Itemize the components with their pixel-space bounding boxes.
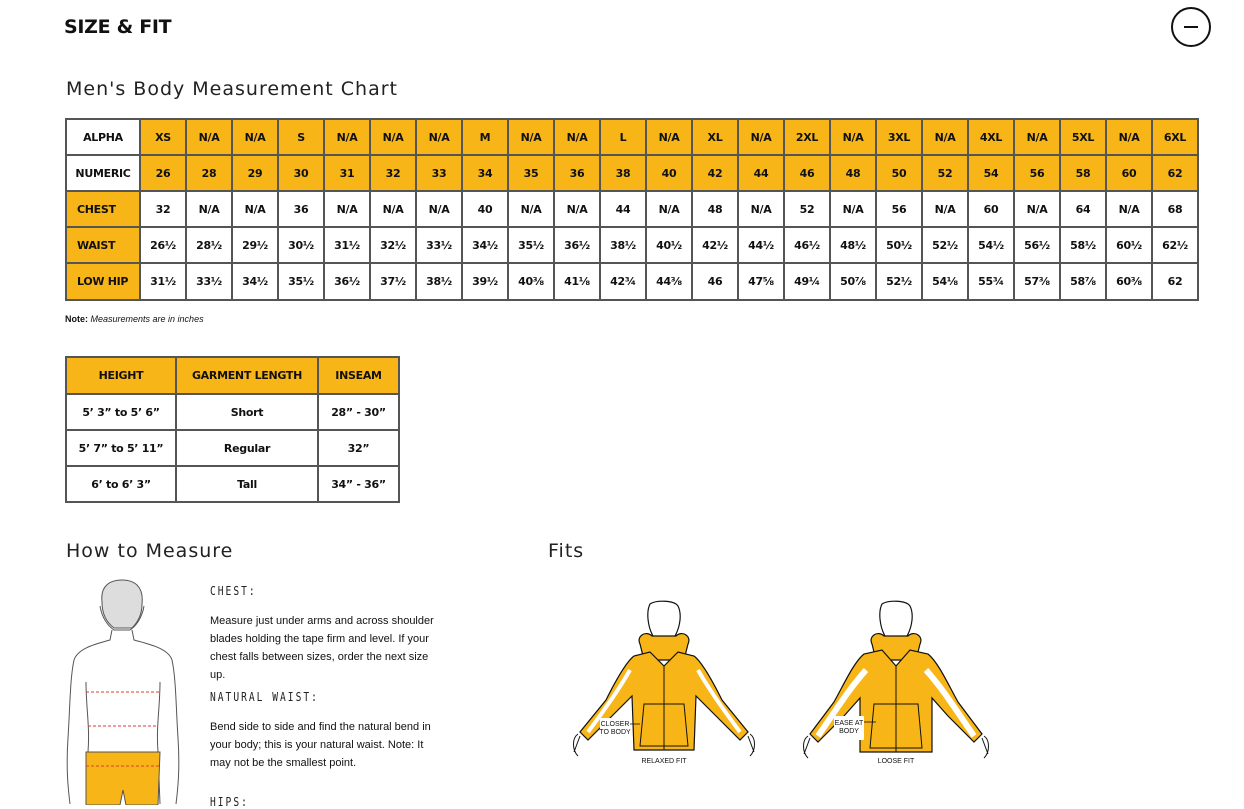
- table-cell: 68: [1152, 191, 1198, 227]
- table-cell: 42: [692, 155, 738, 191]
- table-cell: 46½: [784, 227, 830, 263]
- loose-annotation-line2: BODY: [839, 728, 859, 735]
- table-cell: 38: [600, 155, 646, 191]
- inseam-cell: 34” - 36”: [318, 466, 399, 502]
- table-cell: 60: [1106, 155, 1152, 191]
- height-cell: 5’ 7” to 5’ 11”: [66, 430, 176, 466]
- table-cell: N/A: [554, 191, 600, 227]
- row-label: CHEST: [66, 191, 140, 227]
- table-cell: 32: [140, 191, 186, 227]
- table-cell: 26½: [140, 227, 186, 263]
- table-cell: N/A: [324, 191, 370, 227]
- table-cell: N/A: [830, 191, 876, 227]
- table-cell: 60½: [1106, 227, 1152, 263]
- table-cell: 48½: [830, 227, 876, 263]
- table-cell: N/A: [416, 119, 462, 155]
- table-cell: 54: [968, 155, 1014, 191]
- table-cell: 34½: [462, 227, 508, 263]
- table-row: [66, 394, 399, 430]
- table-cell: 3XL: [876, 119, 922, 155]
- table-cell: N/A: [186, 191, 232, 227]
- table-cell: 46: [784, 155, 830, 191]
- table-cell: 54⅛: [922, 263, 968, 300]
- relaxed-annotation-line1: CLOSER: [600, 721, 630, 728]
- table-cell: N/A: [1106, 119, 1152, 155]
- body-measurement-table: [65, 118, 1199, 301]
- table-cell: N/A: [232, 119, 278, 155]
- table-cell: 52½: [922, 227, 968, 263]
- table-cell: 62: [1152, 263, 1198, 300]
- table-cell: 28: [186, 155, 232, 191]
- table-cell: 48: [830, 155, 876, 191]
- note-label: Note:: [65, 314, 88, 324]
- table-cell: 33½: [186, 263, 232, 300]
- table-cell: 46: [692, 263, 738, 300]
- table-cell: N/A: [370, 119, 416, 155]
- note-text: Measurements are in inches: [90, 314, 204, 324]
- table-cell: 38½: [600, 227, 646, 263]
- table-cell: 52: [784, 191, 830, 227]
- loose-fit-illustration: [802, 600, 994, 770]
- table-cell: 30: [278, 155, 324, 191]
- table-cell: 49¼: [784, 263, 830, 300]
- relaxed-fit-illustration: [570, 600, 760, 770]
- table-cell: 36½: [554, 227, 600, 263]
- table-cell: 28½: [186, 227, 232, 263]
- table-cell: N/A: [554, 119, 600, 155]
- measurement-note: [65, 314, 204, 324]
- fits-title: Fits: [548, 540, 585, 562]
- height-cell: 6’ to 6’ 3”: [66, 466, 176, 502]
- table-cell: 38½: [416, 263, 462, 300]
- length-cell: Regular: [176, 430, 318, 466]
- table-cell: XS: [140, 119, 186, 155]
- body-figure-illustration: [64, 578, 182, 805]
- table-cell: 36: [278, 191, 324, 227]
- table-row: [66, 191, 1198, 227]
- row-label: ALPHA: [66, 119, 140, 155]
- table-cell: N/A: [508, 119, 554, 155]
- table-cell: N/A: [922, 119, 968, 155]
- table-cell: 52: [922, 155, 968, 191]
- table-cell: N/A: [1106, 191, 1152, 227]
- table-cell: 34½: [232, 263, 278, 300]
- table-cell: 36½: [324, 263, 370, 300]
- table-cell: 41⅛: [554, 263, 600, 300]
- table-cell: M: [462, 119, 508, 155]
- table-cell: XL: [692, 119, 738, 155]
- table-cell: 40: [462, 191, 508, 227]
- table-cell: N/A: [416, 191, 462, 227]
- body-chart-title: Men's Body Measurement Chart: [66, 78, 398, 100]
- table-cell: 62½: [1152, 227, 1198, 263]
- table-cell: S: [278, 119, 324, 155]
- table-cell: N/A: [830, 119, 876, 155]
- table-cell: 52½: [876, 263, 922, 300]
- table-cell: 47⅝: [738, 263, 784, 300]
- collapse-button[interactable]: [1171, 7, 1211, 47]
- table-cell: 56½: [1014, 227, 1060, 263]
- height-cell: 5’ 3” to 5’ 6”: [66, 394, 176, 430]
- section-title: SIZE & FIT: [64, 16, 172, 38]
- relaxed-fit-caption: RELAXED FIT: [641, 758, 687, 765]
- chest-heading: CHEST:: [210, 584, 257, 598]
- loose-annotation-line1: EASE AT: [834, 720, 864, 727]
- table-cell: 44: [600, 191, 646, 227]
- table-cell: 58½: [1060, 227, 1106, 263]
- table-cell: N/A: [922, 191, 968, 227]
- table-cell: 2XL: [784, 119, 830, 155]
- table-cell: 26: [140, 155, 186, 191]
- table-cell: 36: [554, 155, 600, 191]
- table-cell: 50½: [876, 227, 922, 263]
- garment-length-header: GARMENT LENGTH: [176, 357, 318, 394]
- table-cell: N/A: [738, 191, 784, 227]
- length-cell: Short: [176, 394, 318, 430]
- table-cell: 57⅜: [1014, 263, 1060, 300]
- length-table: [65, 356, 400, 503]
- row-label: NUMERIC: [66, 155, 140, 191]
- table-cell: 42¾: [600, 263, 646, 300]
- row-label: LOW HIP: [66, 263, 140, 300]
- table-cell: 5XL: [1060, 119, 1106, 155]
- table-cell: N/A: [646, 119, 692, 155]
- natural-waist-heading: NATURAL WAIST:: [210, 690, 319, 704]
- table-cell: N/A: [1014, 191, 1060, 227]
- table-cell: 6XL: [1152, 119, 1198, 155]
- table-cell: 58: [1060, 155, 1106, 191]
- table-cell: 33: [416, 155, 462, 191]
- relaxed-annotation-line2: TO BODY: [599, 729, 631, 736]
- natural-waist-instructions: Bend side to side and find the natural bend in your body; this is your natural waist. Note: It may not be the smallest point.: [210, 721, 431, 769]
- table-cell: 64: [1060, 191, 1106, 227]
- table-cell: 58⅞: [1060, 263, 1106, 300]
- table-cell: 40: [646, 155, 692, 191]
- length-header-row: [66, 357, 399, 394]
- table-cell: 60⅜: [1106, 263, 1152, 300]
- table-cell: 37½: [370, 263, 416, 300]
- how-to-measure-title: How to Measure: [66, 540, 234, 562]
- table-row: [66, 227, 1198, 263]
- table-cell: 54½: [968, 227, 1014, 263]
- table-cell: N/A: [508, 191, 554, 227]
- table-cell: N/A: [232, 191, 278, 227]
- table-cell: 32: [370, 155, 416, 191]
- table-cell: 31: [324, 155, 370, 191]
- table-cell: 42½: [692, 227, 738, 263]
- table-cell: N/A: [738, 119, 784, 155]
- table-cell: 29: [232, 155, 278, 191]
- table-cell: 44⅜: [646, 263, 692, 300]
- table-row: [66, 119, 1198, 155]
- table-cell: 34: [462, 155, 508, 191]
- table-cell: 32½: [370, 227, 416, 263]
- table-cell: L: [600, 119, 646, 155]
- table-cell: N/A: [1014, 119, 1060, 155]
- chest-instructions: Measure just under arms and across shoulder blades holding the tape firm and level. If your chest falls between sizes, order the next size up.: [210, 615, 434, 681]
- table-cell: 48: [692, 191, 738, 227]
- table-cell: 35½: [508, 227, 554, 263]
- table-cell: 62: [1152, 155, 1198, 191]
- table-row: [66, 466, 399, 502]
- row-label: WAIST: [66, 227, 140, 263]
- table-cell: N/A: [324, 119, 370, 155]
- table-row: [66, 430, 399, 466]
- table-cell: 31½: [140, 263, 186, 300]
- height-header: HEIGHT: [66, 357, 176, 394]
- table-cell: N/A: [186, 119, 232, 155]
- table-cell: 44½: [738, 227, 784, 263]
- table-cell: 40⅜: [508, 263, 554, 300]
- inseam-header: INSEAM: [318, 357, 399, 394]
- inseam-cell: 28” - 30”: [318, 394, 399, 430]
- table-cell: 4XL: [968, 119, 1014, 155]
- table-cell: 56: [1014, 155, 1060, 191]
- table-cell: 55¾: [968, 263, 1014, 300]
- table-cell: 33½: [416, 227, 462, 263]
- table-cell: 44: [738, 155, 784, 191]
- loose-fit-caption: LOOSE FIT: [877, 758, 915, 765]
- table-cell: 60: [968, 191, 1014, 227]
- table-cell: 40½: [646, 227, 692, 263]
- table-cell: 56: [876, 191, 922, 227]
- table-cell: N/A: [370, 191, 416, 227]
- table-cell: 31½: [324, 227, 370, 263]
- table-cell: 50: [876, 155, 922, 191]
- table-cell: 35½: [278, 263, 324, 300]
- table-row: [66, 155, 1198, 191]
- inseam-cell: 32”: [318, 430, 399, 466]
- table-cell: 39½: [462, 263, 508, 300]
- length-cell: Tall: [176, 466, 318, 502]
- table-cell: N/A: [646, 191, 692, 227]
- table-cell: 29½: [232, 227, 278, 263]
- table-cell: 30½: [278, 227, 324, 263]
- hips-heading: HIPS:: [210, 795, 249, 809]
- table-cell: 35: [508, 155, 554, 191]
- table-cell: 50⅞: [830, 263, 876, 300]
- table-row: [66, 263, 1198, 300]
